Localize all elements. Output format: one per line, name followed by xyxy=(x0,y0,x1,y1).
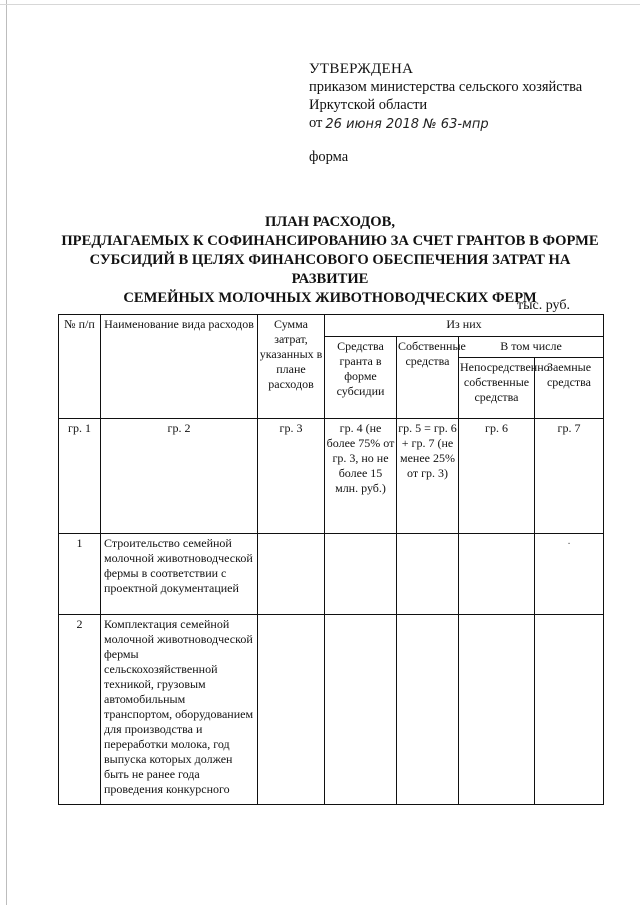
page-edge xyxy=(6,0,7,905)
approval-line-ministry: приказом министерства сельского хозяйства xyxy=(309,79,583,95)
table-row xyxy=(59,534,604,615)
header-name: Наименование вида расходов xyxy=(101,315,258,419)
gr-cell: гр. 1 xyxy=(59,419,101,534)
order-line xyxy=(309,114,582,132)
header-own: Собственные средства xyxy=(397,337,459,419)
row-name: Строительство семейной молочной животноводческой фермы в соответствии с проектной документацией xyxy=(101,534,258,615)
gr-cell: гр. 4 (не более 75% от гр. 3, но не более 15 млн. руб.) xyxy=(325,419,397,534)
approval-block xyxy=(309,60,582,166)
title-line-3: СУБСИДИЙ В ЦЕЛЯХ ФИНАНСОВОГО ОБЕСПЕЧЕНИЯ ЗАТРАТ НА РАЗВИТИЕ xyxy=(89,252,571,287)
gr-cell: гр. 5 = гр. 6 + гр. 7 (не менее 25% от гр. 3) xyxy=(397,419,459,534)
empty-cell xyxy=(535,615,604,805)
title-line-1: ПЛАН РАСХОДОВ, xyxy=(265,214,395,230)
row-name: Комплектация семейной молочной животноводческой фермы сельскохозяйственной техникой, грузовым автомобильным транспортом, оборудованием для производства и переработки молока, год выпуска которых должен быть не ранее года проведения конкурсного xyxy=(101,615,258,805)
form-label: форма xyxy=(309,149,349,165)
gr-cell: гр. 6 xyxy=(459,419,535,534)
header-row xyxy=(59,315,604,337)
units-label: тыс. руб. xyxy=(517,298,570,313)
header-sum: Сумма затрат, указанных в плане расходов xyxy=(258,315,325,419)
header-of-them: Из них xyxy=(325,315,604,337)
page-edge-top xyxy=(0,4,640,5)
approval-line-region: Иркутской области xyxy=(309,97,428,113)
header-grant: Средства гранта в форме субсидии xyxy=(325,337,397,419)
header-including: В том числе xyxy=(459,337,604,358)
empty-cell xyxy=(459,615,535,805)
empty-cell xyxy=(258,534,325,615)
empty-cell xyxy=(397,534,459,615)
order-prefix: от xyxy=(309,115,323,131)
row-num: 2 xyxy=(59,615,101,805)
empty-cell xyxy=(258,615,325,805)
stray-mark: · xyxy=(567,539,571,550)
row-num: 1 xyxy=(59,534,101,615)
header-direct-own: Непосредственно собственные средства xyxy=(459,358,535,419)
gr-cell: гр. 7 xyxy=(535,419,604,534)
document-title xyxy=(50,213,610,308)
column-numbers-row xyxy=(59,419,604,534)
empty-cell xyxy=(325,615,397,805)
expense-plan-table xyxy=(58,314,604,805)
handwritten-order-date: 26 июня 2018 № 63-мпр xyxy=(325,117,489,132)
header-num: № п/п xyxy=(59,315,101,419)
header-borrowed: Заемные средства xyxy=(535,358,604,419)
empty-cell xyxy=(325,534,397,615)
title-line-2: ПРЕДЛАГАЕМЫХ К СОФИНАНСИРОВАНИЮ ЗА СЧЕТ ГРАНТОВ В ФОРМЕ xyxy=(61,233,599,249)
empty-cell xyxy=(397,615,459,805)
title-line-4: СЕМЕЙНЫХ МОЛОЧНЫХ ЖИВОТНОВОДЧЕСКИХ ФЕРМ xyxy=(123,290,537,306)
approval-title: УТВЕРЖДЕНА xyxy=(309,61,414,77)
empty-cell xyxy=(535,534,604,615)
table-row xyxy=(59,615,604,805)
gr-cell: гр. 3 xyxy=(258,419,325,534)
empty-cell xyxy=(459,534,535,615)
gr-cell: гр. 2 xyxy=(101,419,258,534)
